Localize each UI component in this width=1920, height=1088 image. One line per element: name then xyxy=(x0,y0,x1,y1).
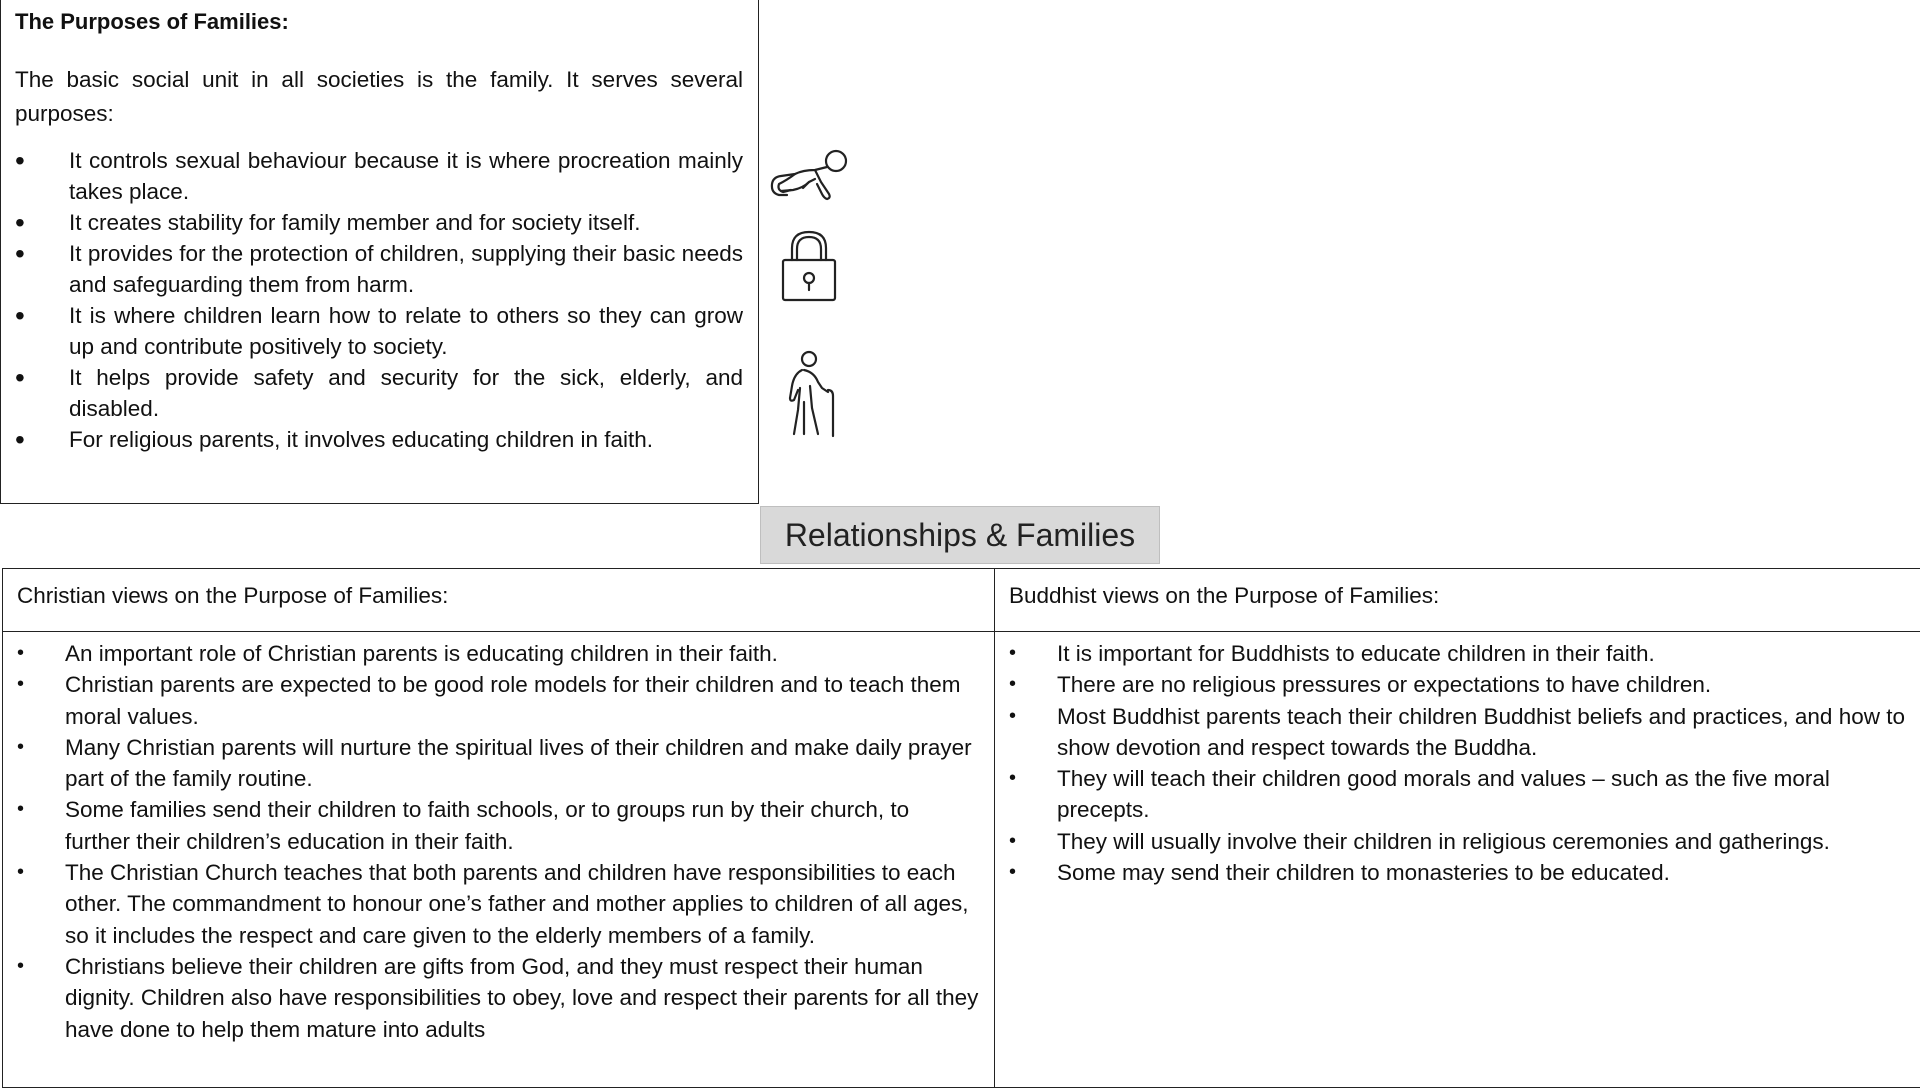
buddhist-column xyxy=(995,569,1920,1087)
list-item: • The Christian Church teaches that both parents and children have responsibilities to each other. The commandment to honour one’s father and mother applies to children of all ages, so it includes the respect and care given to the elderly members of a family. xyxy=(17,857,980,951)
list-item: • Some may send their children to monasteries to be educated. xyxy=(1009,857,1907,888)
page-title: Relationships & Families xyxy=(784,516,1136,553)
buddhist-heading: Buddhist views on the Purpose of Families: xyxy=(995,569,1920,632)
list-item: • An important role of Christian parents is educating children in their faith. xyxy=(17,638,980,669)
list-item: • There are no religious pressures or expectations to have children. xyxy=(1009,669,1907,700)
list-item: • Christian parents are expected to be good role models for their children and to teach them moral values. xyxy=(17,669,980,732)
views-table xyxy=(2,568,1920,1088)
list-item: • Many Christian parents will nurture the spiritual lives of their children and make daily prayer part of the family routine. xyxy=(17,732,980,795)
list-item: • Most Buddhist parents teach their children Buddhist beliefs and practices, and how to show devotion and respect towards the Buddha. xyxy=(1009,701,1907,764)
purposes-list xyxy=(15,145,743,455)
list-item: • For religious parents, it involves educating children in faith. xyxy=(15,424,743,455)
purposes-box xyxy=(0,0,759,504)
christian-column xyxy=(3,569,995,1087)
purposes-title: The Purposes of Families: xyxy=(15,9,289,34)
list-item: • It controls sexual behaviour because it is where procreation mainly takes place. xyxy=(15,145,743,207)
list-item: • They will teach their children good morals and values – such as the five moral precepts. xyxy=(1009,763,1907,826)
christian-heading: Christian views on the Purpose of Families: xyxy=(3,569,994,632)
list-item: • It creates stability for family member and for society itself. xyxy=(15,207,743,238)
list-item: • Some families send their children to faith schools, or to groups run by their church, to further their children’s education in their faith. xyxy=(17,794,980,857)
crawling-baby-icon xyxy=(767,146,851,204)
list-item: • It is where children learn how to relate to others so they can grow up and contribute positively to society. xyxy=(15,300,743,362)
padlock-icon xyxy=(780,228,838,304)
christian-list xyxy=(3,632,994,1045)
purposes-intro: The basic social unit in all societies is the family. It serves several purposes: xyxy=(15,67,743,126)
list-item: • It is important for Buddhists to educate children in their faith. xyxy=(1009,638,1907,669)
elderly-person-icon xyxy=(780,350,838,438)
list-item: • They will usually involve their children in religious ceremonies and gatherings. xyxy=(1009,826,1907,857)
buddhist-list xyxy=(995,632,1920,888)
list-item: • It provides for the protection of children, supplying their basic needs and safeguarding them from harm. xyxy=(15,238,743,300)
list-item: • Christians believe their children are gifts from God, and they must respect their human dignity. Children also have responsibilities to obey, love and respect their parents for all they have done to help them mature into adults xyxy=(17,951,980,1045)
list-item: • It helps provide safety and security for the sick, elderly, and disabled. xyxy=(15,362,743,424)
title-box xyxy=(760,506,1160,564)
